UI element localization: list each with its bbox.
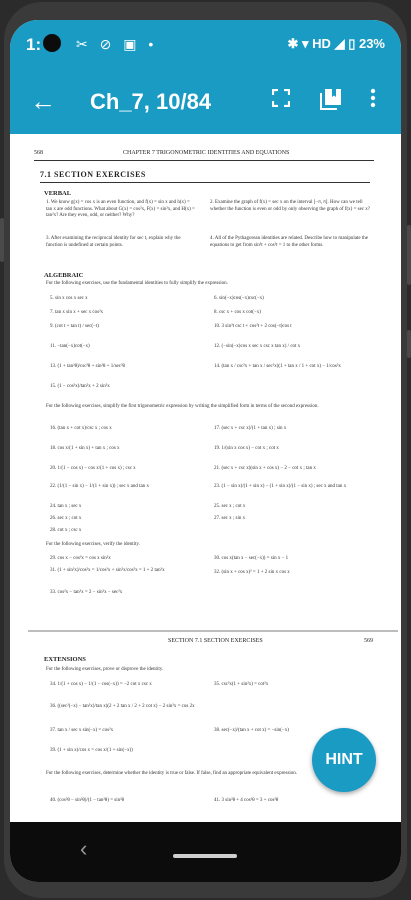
extension-item: 34. 1/(1 + cos x) − 1/(1 − cos(−x)) = −2 cot x csc x [50, 682, 152, 687]
status-time: 1: [26, 35, 42, 54]
page-number-left: 568 [34, 150, 43, 156]
simplify-item: 22. (1/(1 − sin x) − 1/(1 + sin x)) ; sec x and tan x [50, 484, 149, 489]
algebraic-item: 11. −tan(−x)cot(−x) [50, 344, 90, 349]
algebraic-item: 6. sin(−x)cos(−x)csc(−x) [214, 296, 264, 301]
screen [10, 20, 401, 882]
network-type: HD [312, 36, 331, 51]
verify-item: 33. cos²x − tan²x = 2 − sin²x − sec²x [50, 590, 123, 595]
notification-icons: ✂ ⊘ ▣ • [76, 36, 158, 52]
power-button [407, 225, 411, 285]
simplify-item: 18. cos x/(1 + sin x) + tan x ; cos x [50, 446, 120, 451]
battery-icon: ▯ [348, 36, 356, 51]
algebraic-item: 9. (cot t + tan t) / sec(−t) [50, 324, 99, 329]
header-rule [34, 160, 374, 161]
extensions-intro: For the following exercises, prove or disprove the identity. [46, 667, 164, 672]
simplify-item: 24. tan x ; sec x [50, 504, 82, 509]
bookmarks-icon[interactable] [320, 88, 342, 115]
simplify-item: 20. 1/(1 − cos x) − cos x/(1 + cos x) ; csc x [50, 466, 136, 471]
section-footer: SECTION 7.1 SECTION EXERCISES [168, 638, 263, 644]
algebraic-intro: For the following exercises, use the fundamental identities to fully simplify the expression. [46, 281, 228, 286]
verify-item: 31. (1 + sin²x)/cos²x = 1/cos²x + sin²x/cos²x = 1 + 2 tan²x [50, 568, 165, 573]
hint-button[interactable]: HINT [312, 728, 376, 792]
extension-item: 35. csc²x(1 + sin²x) = cot²x [214, 682, 269, 687]
verify-intro: For the following exercises, verify the identity. [46, 542, 140, 547]
home-gesture-pill[interactable] [173, 854, 237, 858]
algebraic-item: 13. (1 + tan²θ)/csc²θ + sin²θ + 1/sec²θ [50, 364, 125, 369]
extension-item: 38. sec(−x)/(tan x + cot x) = −sin(−x) [214, 728, 289, 733]
section-rule [40, 182, 370, 183]
section-title: 7.1 SECTION EXERCISES [40, 170, 146, 179]
fullscreen-icon[interactable] [272, 88, 290, 112]
side-button [407, 330, 411, 358]
wifi-icon: ▾ [302, 36, 309, 51]
simplify-item: 27. sec x ; sin x [214, 516, 246, 521]
algebraic-item: 15. (1 − cos²x)/tan²x + 2 sin²x [50, 384, 110, 389]
signal-icon: ◢ [334, 36, 345, 51]
algebraic-item: 14. (tan x / csc²x + tan x / sec²x)(1 + tan x / 1 + cot x) − 1/cos²x [214, 364, 341, 369]
simplify-item: 21. (sec x + csc x)(sin x + cos x) − 2 − cot x ; tan x [214, 466, 316, 471]
navigation-bar [10, 822, 401, 882]
question-2: 2. Examine the graph of f(x) = sec x on the interval [−π, π]. How can we tell whether the function is even or odd by only observing the graph of f(x) = sec x? [210, 200, 370, 212]
simplify-item: 25. sec x ; cot x [214, 504, 246, 509]
true-false-item: 40. (cos²θ − sin²θ)/(1 − tan²θ) = sin²θ [50, 798, 125, 803]
true-false-intro: For the following exercises, determine whether the identity is true or false. If false, find an appropriate equivalent expression. [46, 771, 298, 776]
simplify-item: 26. sec x ; cot x [50, 516, 82, 521]
algebraic-item: 10. 3 sin³t csc t + cos²t + 2 cos(−t)cos t [214, 324, 292, 329]
verify-item: 32. (sin x + cos x)² = 1 + 2 sin x cos x [214, 570, 290, 575]
arrow-back-icon[interactable]: ← [30, 86, 56, 116]
question-1: 1. We know g(x) = cos x is an even function, and f(x) = sin x and h(x) = tan x are odd functions. What about G(x) = cos²x, F(x) = sin²x, and H(x) = tan²x? Are they even, odd, or neither? Why? [46, 200, 195, 218]
page-number-right: 569 [364, 638, 373, 644]
more-vert-icon[interactable] [370, 88, 376, 113]
algebraic-item: 12. (−sin(−x)cos x sec x csc x tan x) / cot x [214, 344, 301, 349]
nav-back-icon[interactable]: ‹ [80, 836, 88, 861]
simplify-item: 19. 1/(sin x cos x) − cot x ; cot x [214, 446, 279, 451]
extension-item: 39. (1 + sin x)/cos x = cos x/(1 + sin(−x)) [50, 748, 133, 753]
algebraic-item: 7. tan x sin x + sec x cos²x [50, 310, 104, 315]
question-3: 3. After examining the reciprocal identity for sec t, explain why the function is undefined at certain points. [46, 236, 181, 248]
volume-button [0, 218, 4, 262]
extensions-heading: EXTENSIONS [44, 656, 86, 663]
extension-item: 36. ((sec²(−x) − tan²x)/tan x)(2 + 2 tan x / 2 + 2 cot x) − 2 sin²x = cos 2x [50, 704, 195, 709]
document-title: Ch_7, 10/84 [90, 89, 212, 114]
simplify-item: 17. (sec x + csc x)/(1 + tan x) ; sin x [214, 426, 287, 431]
question-4: 4. All of the Pythagorean identities are related. Describe how to manipulate the equations to get from sin²t + cos²t = 1 to the other forms. [210, 236, 369, 248]
chapter-header: CHAPTER 7 TRIGONOMETRIC IDENTITIES AND EQUATIONS [123, 150, 290, 156]
verbal-heading: VERBAL [44, 190, 72, 197]
extension-item: 37. tan x / sec x sin(−x) = cos²x [50, 728, 114, 733]
verify-item: 29. cos x − cos³x = cos x sin²x [50, 556, 111, 561]
algebraic-item: 8. csc x + cos x cot(−x) [214, 310, 261, 315]
algebraic-heading: ALGEBRAIC [44, 272, 84, 279]
battery-level: 23% [358, 36, 385, 51]
app-bar [10, 74, 401, 134]
status-bar [10, 20, 401, 74]
status-right [287, 36, 385, 52]
simplify-item: 28. cot x ; csc x [50, 528, 82, 533]
algebraic-item: 5. sin x cos x sec x [50, 296, 88, 301]
verify-item: 30. cos x(tan x − sec(−x)) = sin x − 1 [214, 556, 289, 561]
page-separator [28, 630, 398, 632]
simplify-intro: For the following exercises, simplify the first trigonometric expression by writing the simplified form in terms of the second expression. [46, 404, 319, 409]
front-camera [43, 34, 61, 52]
simplify-item: 16. (tan x + cot x)/csc x ; cos x [50, 426, 112, 431]
simplify-item: 23. (1 − sin x)/(1 + sin x) − (1 + sin x)/(1 − sin x) ; sec x and tan x [214, 484, 347, 489]
bluetooth-icon: ✱ [287, 36, 299, 51]
true-false-item: 41. 3 sin²θ + 4 cos²θ = 3 + cos²θ [214, 798, 279, 803]
